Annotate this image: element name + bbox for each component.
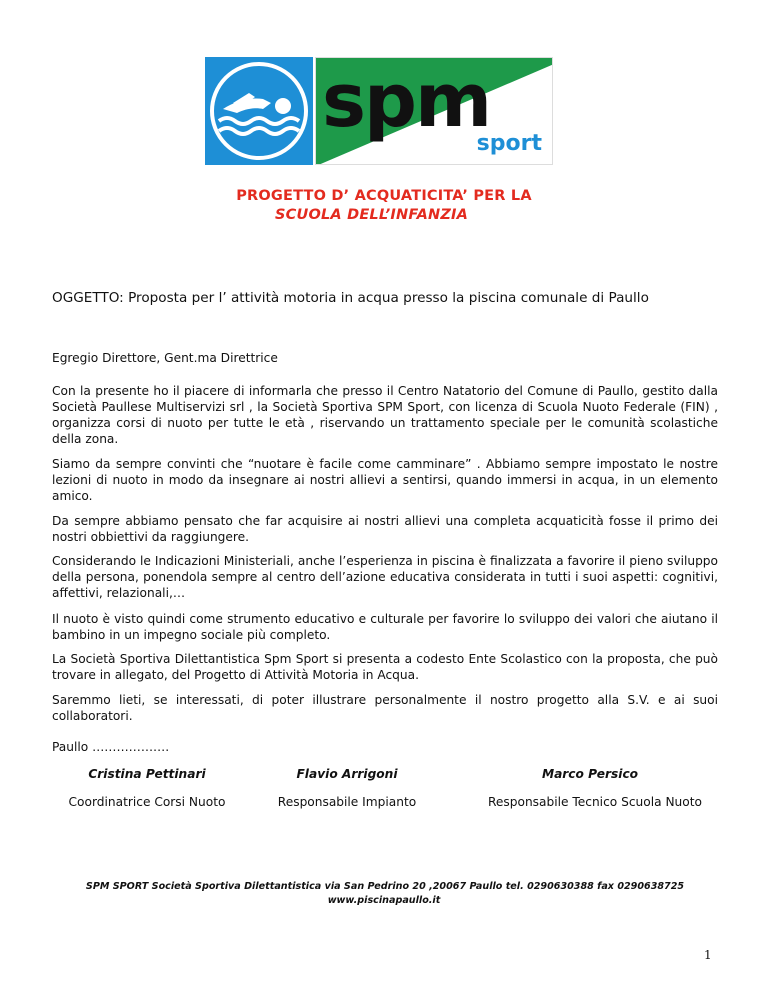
- brand-panel: [315, 57, 553, 165]
- paragraph: Saremmo lieti, se interessati, di poter illustrare personalmente il nostro progetto alla S.V. e ai suoi collaboratori.: [52, 693, 718, 723]
- footer-address: SPM SPORT Società Sportiva Dilettantistica via San Pedrino 20 ,20067 Paullo tel. 0290630388 fax 0290638725: [85, 881, 685, 892]
- paragraph: Con la presente ho il piacere di informarla che presso il Centro Natatorio del Comune di Paullo, gestito dalla Società Paullese Multiservizi srl , la Società Sportiva SPM Sport, con licenza di Scuola Nuoto Federale (FIN) , organizza corsi di nuoto per tutte le età , riservando un trattamento speciale per le comunità scolastiche della zona.: [52, 384, 718, 446]
- document-title: PROGETTO D’ ACQUATICITA’ PER LA: [236, 188, 532, 204]
- paragraph: La Società Sportiva Dilettantistica Spm Sport si presenta a codesto Ente Scolastico con la proposta, che può trovare in allegato, del Progetto di Attività Motoria in Acqua.: [52, 652, 718, 682]
- document-subtitle: SCUOLA DELL’INFANZIA: [275, 207, 469, 223]
- footer-website: www.piscinapaullo.it: [327, 895, 441, 906]
- spm-sport-logo: [205, 57, 553, 165]
- paragraph: Considerando le Indicazioni Ministeriali, anche l’esperienza in piscina è finalizzata a favorire il pieno sviluppo della persona, ponendola sempre al centro dell’azione educativa considerata in tutti i suoi aspetti: cognitivi, affettivi, relazionali,…: [52, 554, 718, 600]
- signatory-role: Responsabile Tecnico Scuola Nuoto: [488, 795, 702, 809]
- page-number: 1: [704, 948, 712, 962]
- paragraph: Siamo da sempre convinti che “nuotare è facile come camminare” . Abbiamo sempre impostato le nostre lezioni di nuoto in modo da insegnare ai nostri allievi a sentirsi, quando immersi in acqua, in un elemento amico.: [52, 457, 718, 503]
- subject-line: OGGETTO: Proposta per l’ attività motoria in acqua presso la piscina comunale di Paullo: [52, 290, 649, 306]
- signatory-name: Flavio Arrigoni: [296, 767, 398, 781]
- signatory-name: Cristina Pettinari: [88, 767, 206, 781]
- paragraph: Da sempre abbiamo pensato che far acquisire ai nostri allievi una completa acquaticità fosse il primo dei nostri obbiettivi da raggiungere.: [52, 514, 718, 544]
- brand-subtitle: sport: [476, 131, 542, 156]
- signatory-role: Responsabile Impianto: [277, 795, 417, 809]
- greeting: Egregio Direttore, Gent.ma Direttrice: [52, 351, 278, 365]
- signatory-role: Coordinatrice Corsi Nuoto: [68, 795, 226, 809]
- paragraph: Il nuoto è visto quindi come strumento educativo e culturale per favorire lo sviluppo dei valori che aiutano il bambino in un impegno sociale più completo.: [52, 612, 718, 642]
- place-date: Paullo ……………….: [52, 740, 170, 754]
- swimmer-icon: [205, 57, 313, 165]
- brand-name: spm: [322, 58, 491, 144]
- signatory-name: Marco Persico: [541, 767, 639, 781]
